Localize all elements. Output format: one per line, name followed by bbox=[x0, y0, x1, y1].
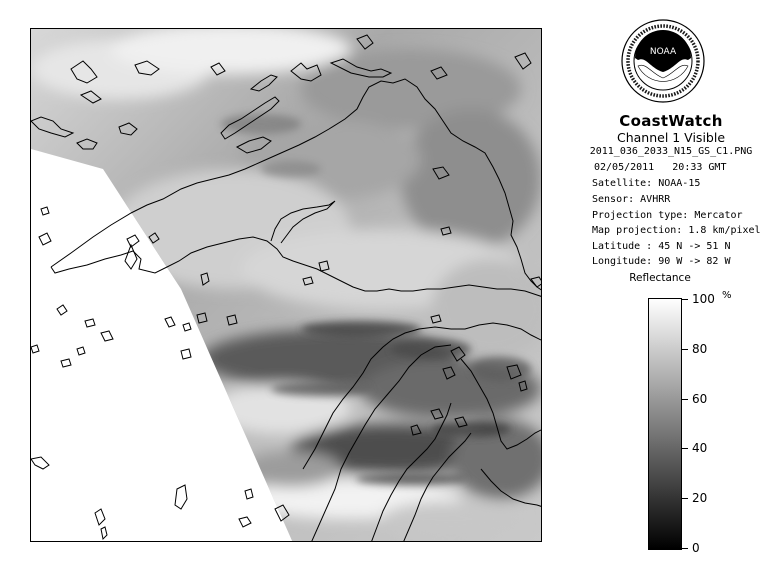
latitude-info: Latitude : 45 N -> 51 N bbox=[592, 241, 731, 252]
colorbar-tick bbox=[682, 548, 688, 549]
sensor-info: Sensor: AVHRR bbox=[592, 194, 671, 205]
colorbar-tick bbox=[682, 498, 688, 499]
noaa-logo-text: NOAA bbox=[649, 47, 677, 57]
projection-type-info: Projection type: Mercator bbox=[592, 210, 743, 221]
channel-subtitle: Channel 1 Visible bbox=[616, 130, 726, 145]
colorbar-unit: % bbox=[722, 290, 732, 301]
colorbar-tick bbox=[682, 299, 688, 300]
longitude-info: Longitude: 90 W -> 82 W bbox=[592, 256, 731, 267]
satellite-image-svg bbox=[31, 29, 542, 542]
colorbar-tick-label: 20 bbox=[692, 491, 708, 505]
satellite-image-map bbox=[30, 28, 542, 542]
colorbar-tick-label: 60 bbox=[692, 392, 708, 406]
map-projection-info: Map projection: 1.8 km/pixel bbox=[592, 225, 761, 236]
image-date: 02/05/2011 bbox=[594, 162, 655, 173]
colorbar-tick-label: 0 bbox=[692, 541, 700, 555]
colorbar-tick bbox=[682, 349, 688, 350]
noaa-logo-icon bbox=[620, 18, 706, 104]
file-name: 2011_036_2033_N15_GS_C1.PNG bbox=[589, 146, 753, 157]
product-title: CoastWatch bbox=[619, 112, 723, 130]
colorbar-tick bbox=[682, 448, 688, 449]
reflectance-colorbar bbox=[648, 298, 682, 550]
colorbar-tick-label: 40 bbox=[692, 441, 708, 455]
colorbar-tick bbox=[682, 399, 688, 400]
date-time-line bbox=[594, 162, 726, 173]
colorbar-label: Reflectance bbox=[629, 272, 691, 284]
colorbar-tick-label: 80 bbox=[692, 342, 708, 356]
image-time: 20:33 GMT bbox=[672, 162, 727, 173]
satellite-info: Satellite: NOAA-15 bbox=[592, 178, 701, 189]
colorbar-tick-label: 100 bbox=[692, 292, 715, 306]
